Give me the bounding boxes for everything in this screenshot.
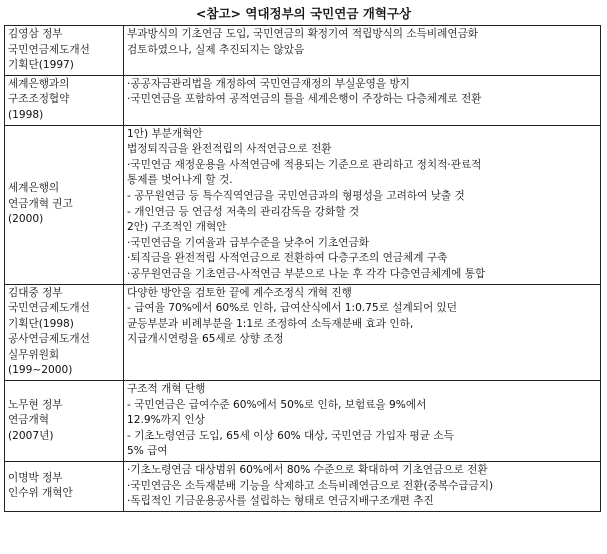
reform-plan-line: 다양한 방안을 검토한 끝에 계수조정식 개혁 진행 bbox=[127, 286, 352, 299]
reform-plan-line: ·국민연금은 소득재분배 기능을 삭제하고 소득비례연금으로 전환(중복수급금지) bbox=[127, 479, 494, 492]
government-cell bbox=[5, 381, 124, 462]
government-label-line: 실무위원회 bbox=[8, 348, 60, 361]
government-label-line: 공사연금제도개선 bbox=[8, 333, 90, 346]
table-row bbox=[5, 462, 601, 512]
government-cell bbox=[5, 26, 124, 76]
reform-plan-cell bbox=[124, 125, 601, 284]
government-label-line: 연금개혁 bbox=[8, 414, 49, 427]
reform-table bbox=[4, 25, 601, 512]
government-label-line: 구조조정협약 bbox=[8, 93, 70, 106]
reform-plan-line: ·공무원연금을 기초연금-사적연금 부분으로 나눈 후 각각 다층연금체계에 통합 bbox=[127, 267, 486, 280]
government-label-line: 인수위 개혁안 bbox=[8, 487, 73, 500]
reform-table-body bbox=[5, 26, 601, 512]
reform-plan-line: - 국민연금은 급여수준 60%에서 50%로 인하, 보험료을 9%에서 bbox=[127, 398, 427, 411]
government-cell bbox=[5, 462, 124, 512]
reform-plan-line: 지급개시연령을 65세로 상향 조정 bbox=[127, 333, 284, 346]
government-label-line: 국민연금제도개선 bbox=[8, 302, 90, 315]
reform-plan-line: 구조적 개혁 단행 bbox=[127, 383, 206, 396]
government-label-line: 김대중 정부 bbox=[8, 286, 63, 299]
reform-plan-line: - 개인연금 등 연금성 저축의 관리감독을 강화할 것 bbox=[127, 205, 360, 218]
government-cell bbox=[5, 284, 124, 381]
reform-plan-line: 통제를 벗어나게 할 것. bbox=[127, 174, 233, 187]
reform-plan-line: 부과방식의 기초연금 도입, 국민연금의 확정기여 적립방식의 소득비례연금화 bbox=[127, 28, 479, 40]
government-label-line: 노무현 정부 bbox=[8, 398, 63, 411]
reform-plan-line: 법정퇴직금을 완전적립의 사적연금으로 전환 bbox=[127, 143, 332, 156]
government-label-line: (199~2000) bbox=[8, 364, 73, 377]
reform-plan-line: 12.9%까지 인상 bbox=[127, 414, 205, 427]
table-row bbox=[5, 75, 601, 125]
government-cell bbox=[5, 125, 124, 284]
reform-plan-cell bbox=[124, 75, 601, 125]
reform-plan-line: 2안) 구조적인 개혁안 bbox=[127, 221, 227, 234]
reform-plan-cell bbox=[124, 26, 601, 76]
government-label-line: 이명박 정부 bbox=[8, 471, 63, 484]
reform-plan-line: ·기초노령연금 대상범위 60%에서 80% 수준으로 확대하여 기초연금으로 전환 bbox=[127, 464, 488, 477]
table-row bbox=[5, 125, 601, 284]
government-label-line: 기획단(1998) bbox=[8, 317, 74, 330]
reform-plan-line: 검토하였으나, 실제 추진되지는 않았음 bbox=[127, 43, 305, 56]
reform-plan-cell bbox=[124, 381, 601, 462]
government-label-line: 세계은행과의 bbox=[8, 77, 70, 90]
table-row bbox=[5, 284, 601, 381]
reform-plan-line: ·국민연금 재정운용을 사적연금에 적용되는 기준으로 관리하고 정치적·관료적 bbox=[127, 158, 482, 171]
reform-plan-line: 균등부분과 비례부분을 1:1로 조정하여 소득재분배 효과 인하, bbox=[127, 317, 414, 330]
reform-plan-line: - 기초노령연금 도입, 65세 이상 60% 대상, 국민연금 가입자 평균 소득 bbox=[127, 429, 454, 442]
reform-plan-line: ·국민연금을 포함하여 공적연금의 틀을 세계은행이 주장하는 다층체계로 전환 bbox=[127, 93, 482, 106]
reform-plan-line: - 급여율 70%에서 60%로 인하, 급여산식에서 1:0.75로 설계되어 있던 bbox=[127, 302, 458, 315]
reform-plan-line: ·퇴직금을 완전적립 사적연금으로 전환하여 다층구조의 연금체계 구축 bbox=[127, 252, 448, 265]
government-label-line: 국민연금제도개선 bbox=[8, 43, 90, 56]
government-label-line: (1998) bbox=[8, 108, 44, 121]
reform-plan-line: - 공무원연금 등 특수직역연금을 국민연금과의 형평성을 고려하여 낮출 것 bbox=[127, 189, 465, 202]
government-label-line: (2007년) bbox=[8, 429, 54, 442]
government-label-line: 기획단(1997) bbox=[8, 59, 74, 72]
reform-plan-line: ·독립적인 기금운용공사를 설립하는 형태로 연금지배구조개편 추진 bbox=[127, 495, 434, 508]
reform-plan-line: ·공공자금관리법을 개정하여 국민연금재정의 부실운영을 방지 bbox=[127, 77, 410, 90]
reform-plan-cell bbox=[124, 462, 601, 512]
reform-plan-line: 1안) 부분개혁안 bbox=[127, 127, 203, 140]
reform-plan-cell bbox=[124, 284, 601, 381]
government-label-line: 세계은행의 bbox=[8, 182, 60, 195]
government-label-line: (2000) bbox=[8, 213, 44, 226]
government-label-line: 김영삼 정부 bbox=[8, 28, 63, 40]
government-label-line: 연금개혁 권고 bbox=[8, 197, 73, 210]
table-row bbox=[5, 381, 601, 462]
reform-plan-line: ·국민연금을 기여율과 급부수준을 낮추어 기초연금화 bbox=[127, 236, 369, 249]
table-row bbox=[5, 26, 601, 76]
government-cell bbox=[5, 75, 124, 125]
reform-plan-line: 5% 급여 bbox=[127, 445, 168, 458]
document-title: <참고> 역대정부의 국민연금 개혁구상 bbox=[195, 6, 412, 21]
